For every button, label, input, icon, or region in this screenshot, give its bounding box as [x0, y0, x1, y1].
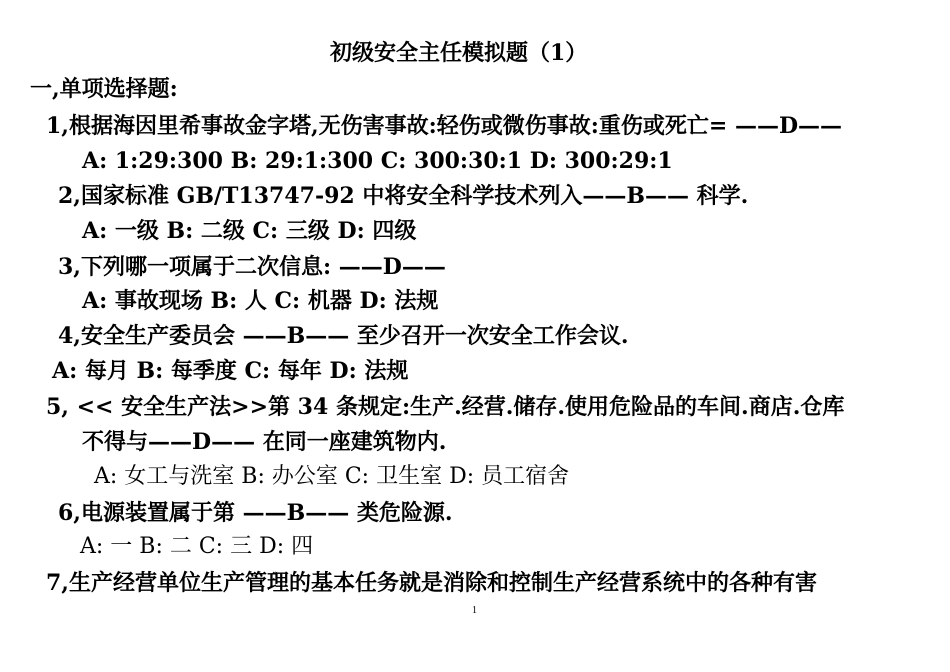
question-3-options: A: 事故现场 B: 人 C: 机器 D: 法规: [82, 288, 439, 314]
page-title: 初级安全主任模拟题（1）: [330, 40, 588, 66]
question-1-options: A: 1:29:300 B: 29:1:300 C: 300:30:1 D: 300:29:1: [82, 148, 673, 174]
question-2-options: A: 一级 B: 二级 C: 三级 D: 四级: [82, 218, 417, 244]
question-6-stem: 6,电源装置属于第 ——B—— 类危险源.: [58, 500, 453, 526]
question-3-stem: 3,下列哪一项属于二次信息: ——D——: [58, 254, 446, 280]
question-5-stem-continued: 不得与——D—— 在同一座建筑物内.: [82, 429, 447, 455]
question-7-stem: 7,生产经营单位生产管理的基本任务就是消除和控制生产经营系统中的各种有害: [46, 570, 817, 596]
question-5-options: A: 女工与洗室 B: 办公室 C: 卫生室 D: 员工宿舍: [94, 464, 570, 489]
page-number: 1: [472, 605, 477, 616]
question-6-options: A: 一 B: 二 C: 三 D: 四: [80, 534, 314, 559]
question-1-stem: 1,根据海因里希事故金字塔,无伤害事故:轻伤或微伤事故:重伤或死亡= ——D——: [46, 113, 843, 139]
question-4-stem: 4,安全生产委员会 ——B—— 至少召开一次安全工作会议.: [58, 323, 629, 349]
section-heading: 一,单项选择题:: [30, 76, 178, 102]
question-5-stem: 5, << 安全生产法>>第 34 条规定:生产.经营.储存.使用危险品的车间.商店.仓库: [46, 394, 845, 420]
question-4-options: A: 每月 B: 每季度 C: 每年 D: 法规: [52, 358, 409, 384]
question-2-stem: 2,国家标准 GB/T13747-92 中将安全科学技术列入——B—— 科学.: [58, 183, 749, 209]
